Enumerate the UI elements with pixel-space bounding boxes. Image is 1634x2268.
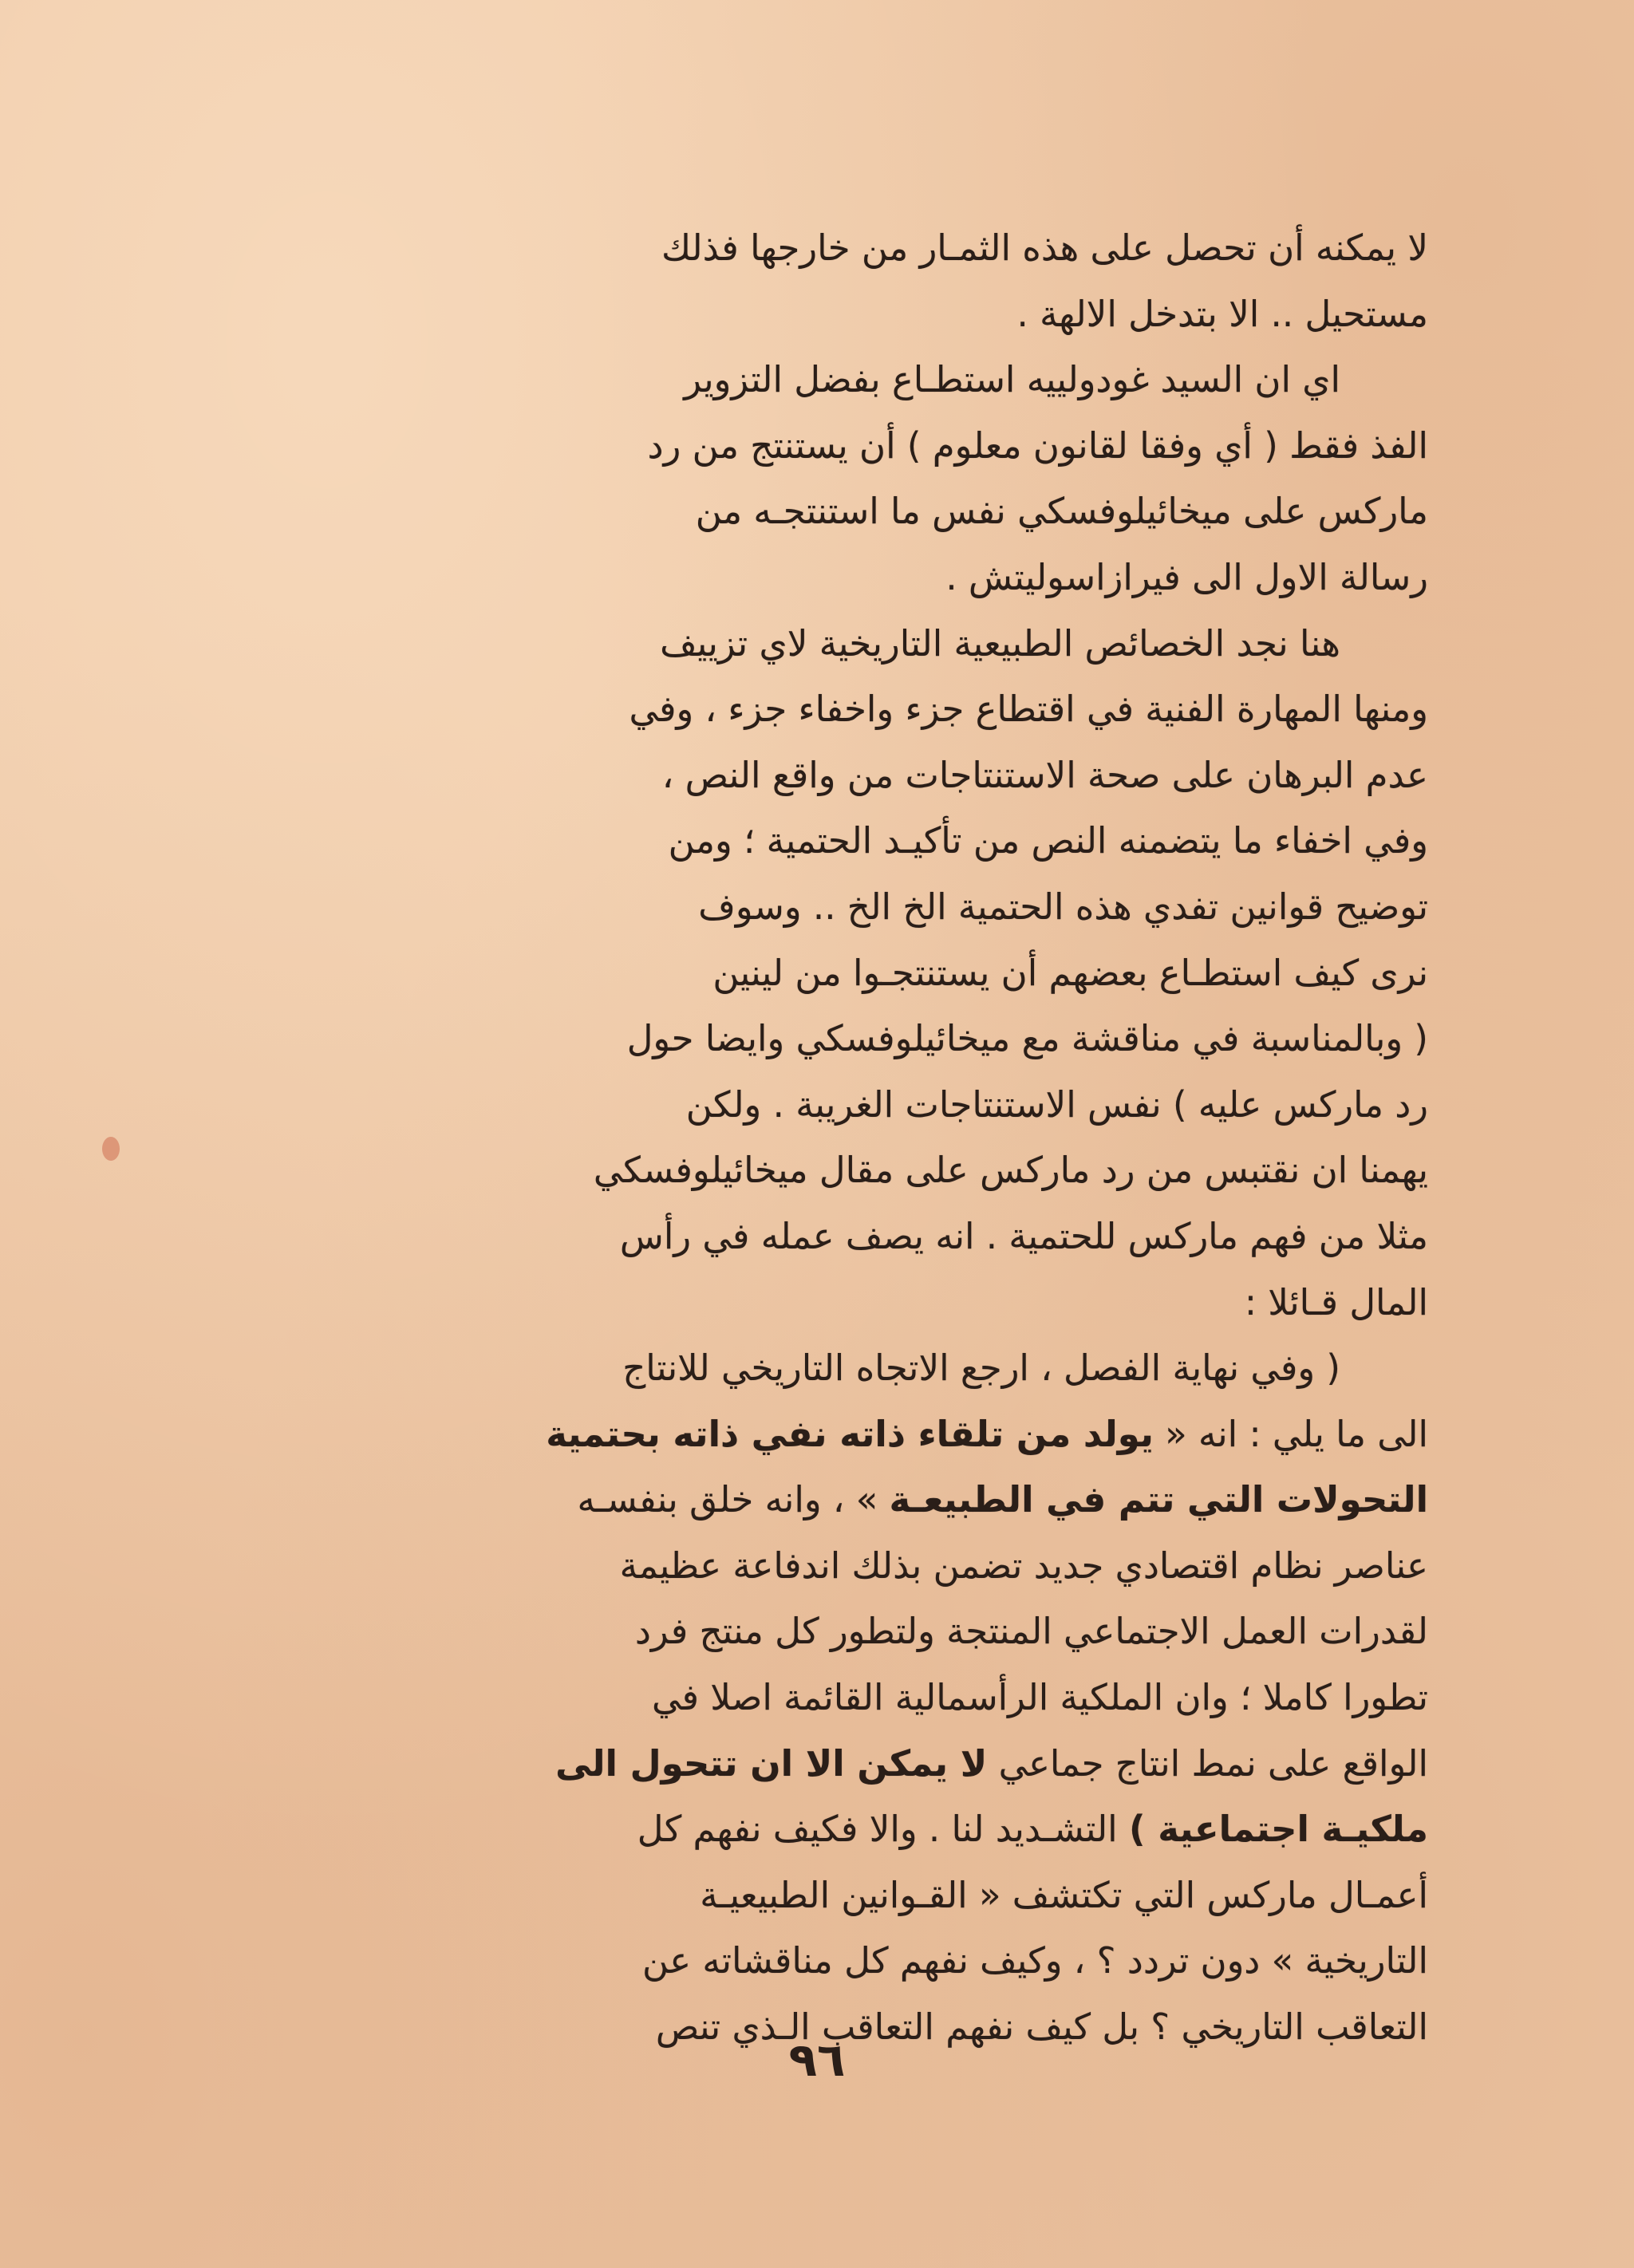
emphasized-text: لا يمكن الا ان تتحول الى — [555, 1741, 988, 1785]
emphasized-text: يولد من تلقاء ذاته نفي ذاته بحتمية — [546, 1412, 1154, 1455]
text-run: التشـديد لنا . والا فكيف نفهم كل — [637, 1808, 1129, 1851]
text-line — [297, 1533, 1428, 1599]
text-line — [297, 347, 1428, 413]
text-run: توضيح قوانين تفدي هذه الحتمية الخ الخ .. وسوف — [698, 885, 1428, 928]
text-run: رسالة الاول الى فيرازاسوليتش . — [945, 555, 1428, 598]
page-number: ٩٦ — [788, 2033, 846, 2087]
text-line — [297, 1467, 1428, 1533]
text-line — [297, 1928, 1428, 1994]
text-line — [297, 1270, 1428, 1336]
text-run: » ، وانه خلق بنفسـه — [577, 1478, 890, 1521]
text-line — [297, 1006, 1428, 1072]
text-run: عدم البرهان على صحة الاستنتاجات من واقع النص ، — [661, 753, 1428, 796]
text-run: الى ما يلي : انه « — [1153, 1412, 1428, 1455]
text-line — [297, 1599, 1428, 1665]
text-line — [297, 215, 1428, 282]
text-run: ماركس على ميخائيلوفسكي نفس ما استنتجـه من — [695, 490, 1428, 533]
text-run: ( وبالمناسبة في مناقشة مع ميخائيلوفسكي وايضا حول — [626, 1017, 1428, 1060]
body-text — [297, 215, 1428, 2061]
text-run: لا يمكنه أن تحصل على هذه الثمـار من خارجها فذلك — [661, 227, 1428, 269]
text-line — [297, 1204, 1428, 1270]
text-line — [297, 1797, 1428, 1863]
text-run: مستحيل .. الا بتدخل الالهة . — [1016, 292, 1428, 335]
text-run: ومنها المهارة الفنية في اقتطاع جزء واخفاء جزء ، وفي — [629, 688, 1428, 731]
text-line — [297, 808, 1428, 874]
text-line — [297, 676, 1428, 743]
text-line — [297, 874, 1428, 941]
text-run: رد ماركس عليه ) نفس الاستنتاجات الغريبة . ولكن — [685, 1083, 1428, 1126]
text-line — [297, 1335, 1428, 1402]
text-run: لقدرات العمل الاجتماعي المنتجة ولتطور كل منتج فرد — [634, 1610, 1428, 1653]
emphasized-text: ملكيـة اجتماعية ) — [1128, 1808, 1428, 1851]
text-run: المال قـائلا : — [1244, 1280, 1428, 1323]
text-run: يهمنا ان نقتبس من رد ماركس على مقال ميخائيلوفسكي — [593, 1149, 1428, 1192]
text-run: التعاقب التاريخي ؟ بل كيف نفهم التعاقب الـذي تنص — [655, 2006, 1428, 2049]
text-run: هنا نجد الخصائص الطبيعية التاريخية لاي تزييف — [660, 621, 1340, 665]
text-line — [297, 1072, 1428, 1138]
paper-stain — [102, 1137, 120, 1161]
text-line — [297, 941, 1428, 1007]
text-run: ( وفي نهاية الفصل ، ارجع الاتجاه التاريخي للانتاج — [622, 1347, 1340, 1390]
text-run: اي ان السيد غودولييه استطـاع بفضل التزوير — [684, 358, 1340, 401]
text-line — [297, 479, 1428, 545]
text-run: نرى كيف استطـاع بعضهم أن يستنتجـوا من لينين — [712, 951, 1428, 994]
text-run: وفي اخفاء ما يتضمنه النص من تأكيـد الحتمية ؛ ومن — [668, 819, 1428, 862]
emphasized-text: التحولات التي تتم في الطبيعـة — [889, 1478, 1428, 1521]
text-run: الواقع على نمط انتاج جماعي — [987, 1741, 1428, 1785]
text-line — [297, 1731, 1428, 1797]
text-line — [297, 413, 1428, 479]
text-line — [297, 545, 1428, 611]
text-run: تطورا كاملا ؛ وان الملكية الرأسمالية القائمة اصلا في — [651, 1676, 1428, 1719]
text-line — [297, 611, 1428, 677]
text-line — [297, 1402, 1428, 1468]
text-run: الفذ فقط ( أي وفقا لقانون معلوم ) أن يستنتج من رد — [647, 424, 1428, 467]
text-run: أعمـال ماركس التي تكتشف « القـوانين الطبيعيـة — [700, 1873, 1428, 1916]
text-run: التاريخية » دون تردد ؟ ، وكيف نفهم كل مناقشاته عن — [641, 1939, 1428, 1982]
text-line — [297, 743, 1428, 809]
text-run: مثلا من فهم ماركس للحتمية . انه يصف عمله في رأس — [619, 1214, 1428, 1257]
text-line — [297, 1138, 1428, 1204]
text-line — [297, 1863, 1428, 1929]
text-line — [297, 1665, 1428, 1731]
text-run: عناصر نظام اقتصادي جديد تضمن بذلك اندفاعة عظيمة — [619, 1544, 1428, 1587]
text-line — [297, 282, 1428, 348]
